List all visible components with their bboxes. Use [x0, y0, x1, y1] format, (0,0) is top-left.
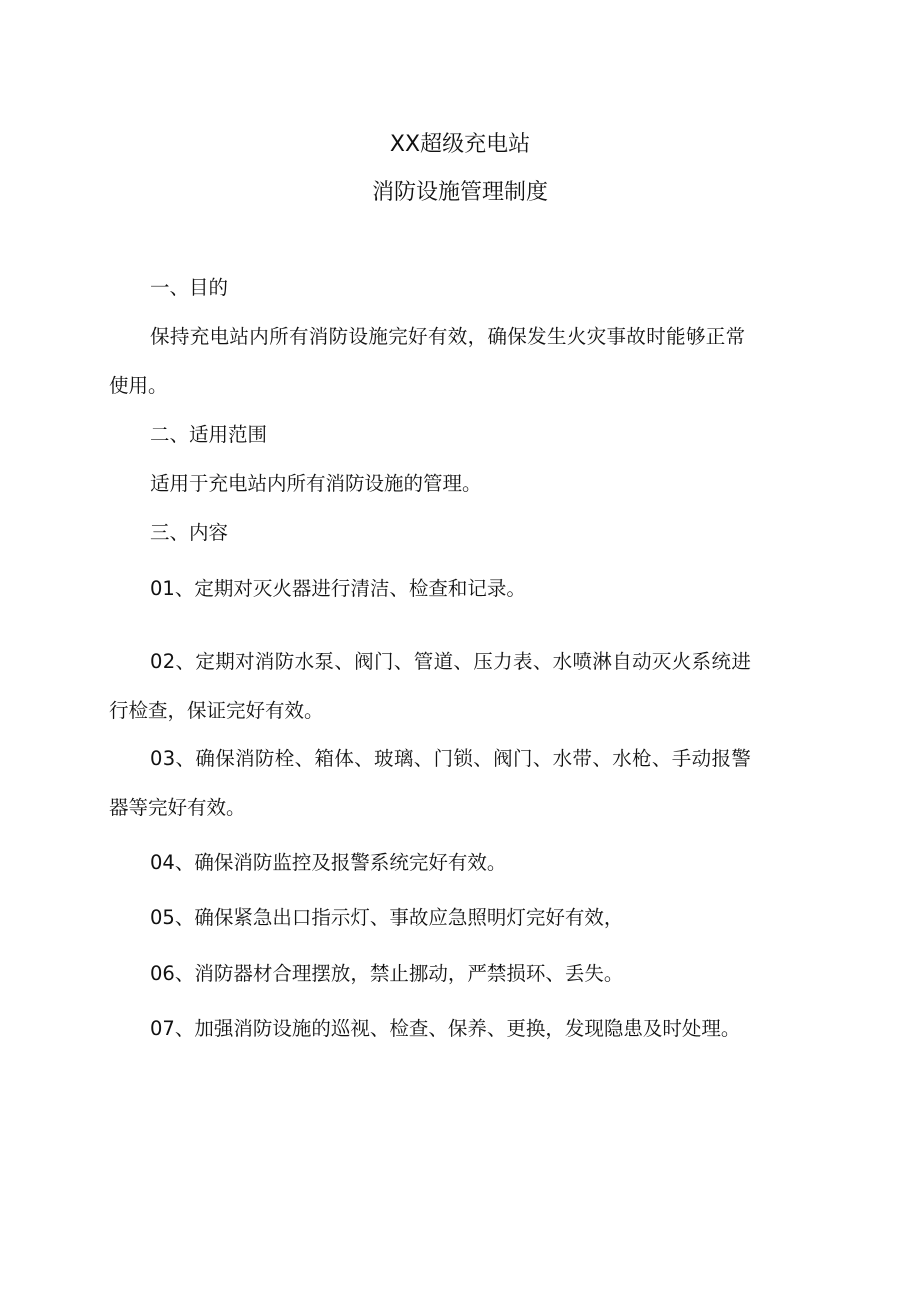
content-item-02-line-1: 02、定期对消防水泵、阀门、管道、压力表、水喷淋自动灭火系统进	[150, 650, 752, 673]
content-item-06: 06、消防器材合理摆放，禁止挪动，严禁损环、丢失。	[150, 962, 624, 985]
document-subtitle: 消防设施管理制度	[371, 180, 548, 205]
section-heading-content: 三、内容	[150, 521, 229, 544]
content-item-01: 01、定期对灭火器进行清洁、检查和记录。	[150, 577, 526, 600]
scope-text: 适用于充电站内所有消防设施的管理。	[150, 472, 482, 495]
content-item-03-line-2: 器等完好有效。	[109, 796, 246, 819]
purpose-text-line-2: 使用。	[109, 374, 168, 397]
content-item-04: 04、确保消防监控及报警系统完好有效。	[150, 851, 507, 874]
document-title: XX超级充电站	[389, 132, 531, 157]
section-heading-purpose: 一、目的	[150, 276, 229, 299]
purpose-text-line-1: 保持充电站内所有消防设施完好有效，确保发生火灾事故时能够正常	[150, 325, 746, 348]
content-item-03-line-1: 03、确保消防栓、箱体、玻璃、门锁、阀门、水带、水枪、手动报警	[150, 747, 752, 770]
section-heading-scope: 二、适用范围	[150, 423, 268, 446]
content-item-05: 05、确保紧急出口指示灯、事故应急照明灯完好有效，	[150, 906, 624, 929]
content-item-02-line-2: 行检查，保证完好有效。	[109, 699, 324, 722]
content-item-07: 07、加强消防设施的巡视、检查、保养、更换，发现隐患及时处理。	[150, 1017, 741, 1040]
